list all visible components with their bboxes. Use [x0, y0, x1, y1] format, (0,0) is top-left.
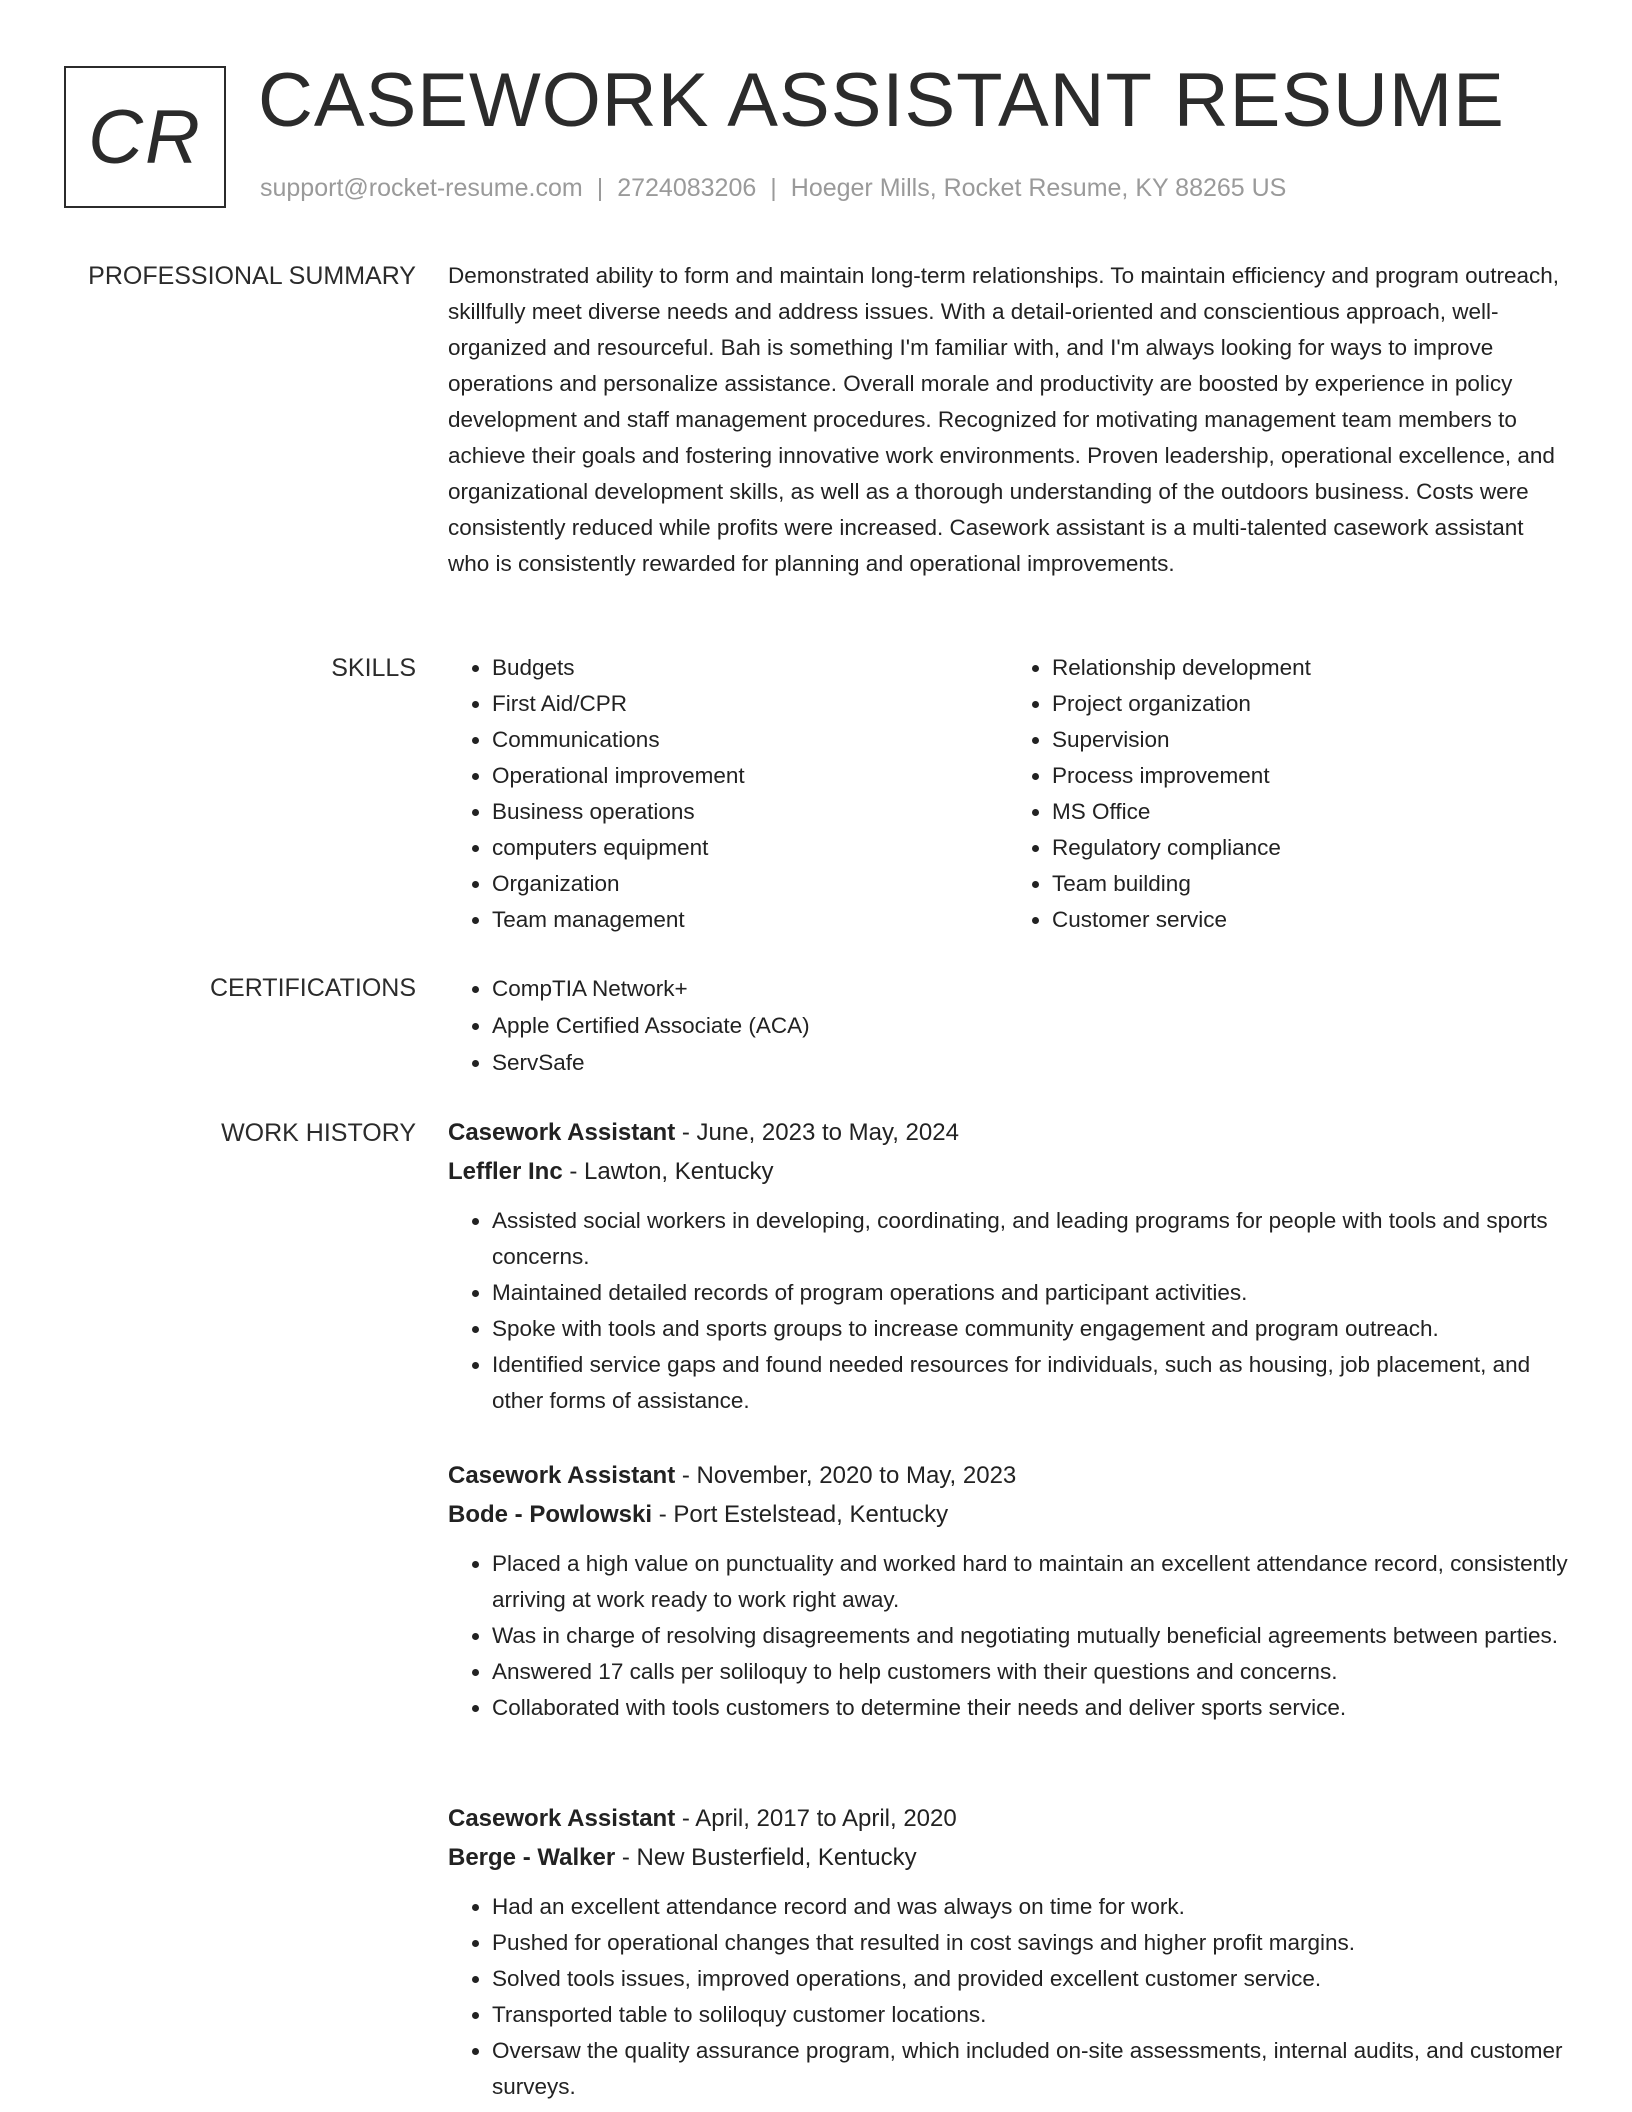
contact-phone[interactable]: 2724083206	[617, 174, 757, 202]
skill-item: • Customer service	[1052, 902, 1568, 938]
job-content	[448, 1456, 1568, 1726]
job-company: Berge - Walker	[448, 1844, 616, 1871]
skill-item: • Organization	[492, 866, 1008, 902]
skills-list-left	[448, 650, 1008, 938]
skill-item: • Regulatory compliance	[1052, 830, 1568, 866]
contact-address: Hoeger Mills, Rocket Resume, KY 88265 US	[790, 174, 1287, 202]
job-title-line	[448, 1456, 1568, 1495]
contact-separator: |	[596, 174, 604, 202]
job-bullets	[448, 1203, 1568, 1419]
skill-item: • Budgets	[492, 650, 1008, 686]
job-bullet: • Oversaw the quality assurance program, which included on-site assessments, internal audits, and customer surveys.	[492, 2033, 1568, 2105]
contact-separator: |	[770, 174, 777, 202]
skill-item: • Project organization	[1052, 686, 1568, 722]
job-bullet: • Placed a high value on punctuality and worked hard to maintain an excellent attendance record, consistently arriving at work ready to work right away.	[492, 1546, 1568, 1618]
job-company-line	[448, 1838, 1568, 1877]
certifications-content	[448, 970, 1568, 1081]
section-label-certifications: CERTIFICATIONS	[209, 974, 416, 1002]
section-label-summary: PROFESSIONAL SUMMARY	[88, 262, 416, 290]
certification-item: • CompTIA Network+	[492, 970, 1568, 1007]
summary-content	[448, 258, 1568, 582]
skills-columns	[448, 650, 1568, 938]
certification-item: • ServSafe	[492, 1044, 1568, 1081]
contact-email[interactable]: support@rocket-resume.com	[260, 174, 583, 202]
summary-text: Demonstrated ability to form and maintain long-term relationships. To maintain efficiency and program outreach, skillfully meet diverse needs and address issues. With a detail-oriented and conscientious approach, well-organized and resourceful. Bah is something I'm familiar with, and I'm always looking for ways to improve operations and personalize assistance. Overall morale and productivity are boosted by experience in policy development and staff management procedures. Recognized for motivating management team members to achieve their goals and fostering innovative work environments. Proven leadership, operational excellence, and organizational development skills, as well as a thorough understanding of the outdoors business. Costs were consistently reduced while profits were increased. Casework assistant is a multi-talented casework assistant who is consistently rewarded for planning and operational improvements.	[448, 263, 1559, 576]
job-location: - Port Estelstead, Kentucky	[652, 1501, 949, 1528]
job-bullet: • Spoke with tools and sports groups to increase community engagement and program outreach.	[492, 1311, 1568, 1347]
job-title: Casework Assistant	[448, 1119, 676, 1146]
skill-item: • First Aid/CPR	[492, 686, 1008, 722]
job-company-line	[448, 1152, 1568, 1191]
skill-item: • Team management	[492, 902, 1008, 938]
job-dates: - June, 2023 to May, 2024	[675, 1119, 959, 1146]
skill-item: • Process improvement	[1052, 758, 1568, 794]
skill-item: • Operational improvement	[492, 758, 1008, 794]
job-title: Casework Assistant	[448, 1805, 676, 1832]
resume-title: CASEWORK ASSISTANT RESUME	[258, 58, 1505, 143]
job-company: Bode - Powlowski	[448, 1501, 653, 1528]
job-content	[448, 1799, 1568, 2105]
job-bullets	[448, 1889, 1568, 2105]
job-title-line	[448, 1799, 1568, 1838]
skill-item: • MS Office	[1052, 794, 1568, 830]
job-dates: - November, 2020 to May, 2023	[675, 1462, 1017, 1489]
job-title: Casework Assistant	[448, 1462, 676, 1489]
job-bullets	[448, 1546, 1568, 1726]
job-bullet: • Transported table to soliloquy customer locations.	[492, 1997, 1568, 2033]
job-location: - New Busterfield, Kentucky	[615, 1844, 917, 1871]
job-company-line	[448, 1495, 1568, 1534]
job-bullet: • Identified service gaps and found needed resources for individuals, such as housing, job placement, and other forms of assistance.	[492, 1347, 1568, 1419]
contact-line	[260, 174, 1286, 203]
skill-item: • computers equipment	[492, 830, 1008, 866]
job-bullet: • Pushed for operational changes that resulted in cost savings and higher profit margins.	[492, 1925, 1568, 1961]
job-content	[448, 1113, 1568, 1419]
job-company: Leffler Inc	[448, 1158, 563, 1185]
job-bullet: • Was in charge of resolving disagreements and negotiating mutually beneficial agreements between parties.	[492, 1618, 1568, 1654]
section-label-skills: SKILLS	[331, 654, 416, 682]
job-bullet: • Had an excellent attendance record and was always on time for work.	[492, 1889, 1568, 1925]
job-location: - Lawton, Kentucky	[562, 1158, 774, 1185]
monogram: CR	[64, 66, 226, 208]
skill-item: • Relationship development	[1052, 650, 1568, 686]
skill-item: • Supervision	[1052, 722, 1568, 758]
job-bullet: • Solved tools issues, improved operations, and provided excellent customer service.	[492, 1961, 1568, 1997]
job-title-line	[448, 1113, 1568, 1152]
skill-item: • Communications	[492, 722, 1008, 758]
skill-item: • Team building	[1052, 866, 1568, 902]
skills-list-right	[1008, 650, 1568, 938]
section-label-work-history: WORK HISTORY	[221, 1119, 416, 1147]
job-bullet: • Assisted social workers in developing, coordinating, and leading programs for people with tools and sports concerns.	[492, 1203, 1568, 1275]
job-bullet: • Maintained detailed records of program operations and participant activities.	[492, 1275, 1568, 1311]
job-dates: - April, 2017 to April, 2020	[675, 1805, 957, 1832]
job-bullet: • Answered 17 calls per soliloquy to help customers with their questions and concerns.	[492, 1654, 1568, 1690]
job-bullet: • Collaborated with tools customers to determine their needs and deliver sports service.	[492, 1690, 1568, 1726]
certifications-list	[448, 970, 1568, 1081]
certification-item: • Apple Certified Associate (ACA)	[492, 1007, 1568, 1044]
skill-item: • Business operations	[492, 794, 1008, 830]
